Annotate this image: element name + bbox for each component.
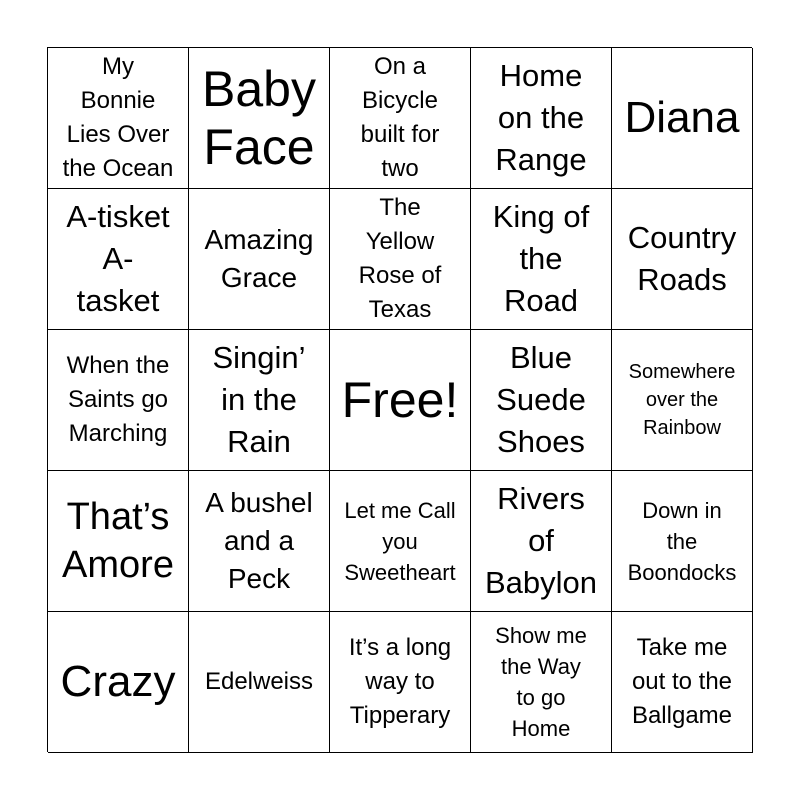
bingo-cell-r3c5[interactable]: [612, 330, 753, 471]
bingo-cell-r3c1[interactable]: [48, 330, 189, 471]
cell-label: Crazy: [60, 657, 176, 706]
cell-label: Amazing Grace: [204, 224, 314, 293]
cell-label: The Yellow Rose of Texas: [358, 194, 442, 323]
cell-label: Country Roads: [627, 220, 737, 297]
bingo-cell-r5c4[interactable]: [471, 612, 612, 753]
cell-label: My Bonnie Lies Over the Ocean: [62, 53, 174, 182]
cell-label: Baby Face: [202, 61, 316, 175]
bingo-cell-r2c1[interactable]: [48, 189, 189, 330]
bingo-cell-r2c2[interactable]: [189, 189, 330, 330]
bingo-cell-r4c3[interactable]: [330, 471, 471, 612]
bingo-cell-r3c2[interactable]: [189, 330, 330, 471]
cell-label: Home on the Range: [495, 58, 587, 177]
bingo-cell-r5c1[interactable]: [48, 612, 189, 753]
bingo-cell-free[interactable]: [330, 330, 471, 471]
cell-label: Diana: [624, 93, 740, 142]
bingo-cell-r1c2[interactable]: [189, 48, 330, 189]
cell-label: Blue Suede Shoes: [496, 340, 586, 459]
cell-label: A-tisket A- tasket: [66, 199, 170, 318]
bingo-cell-r2c5[interactable]: [612, 189, 753, 330]
bingo-cell-r1c1[interactable]: [48, 48, 189, 189]
bingo-cell-r4c4[interactable]: [471, 471, 612, 612]
bingo-cell-r3c4[interactable]: [471, 330, 612, 471]
cell-label: On a Bicycle built for two: [360, 53, 440, 182]
bingo-cell-r2c4[interactable]: [471, 189, 612, 330]
bingo-cell-r4c2[interactable]: [189, 471, 330, 612]
cell-label: When the Saints go Marching: [66, 352, 170, 447]
cell-label: Down in the Boondocks: [627, 497, 737, 585]
cell-label: Take me out to the Ballgame: [631, 634, 733, 729]
bingo-cell-r4c5[interactable]: [612, 471, 753, 612]
cell-label: Edelweiss: [204, 668, 314, 695]
bingo-cell-r1c3[interactable]: [330, 48, 471, 189]
bingo-cell-r4c1[interactable]: [48, 471, 189, 612]
cell-label: Rivers of Babylon: [484, 481, 598, 600]
cell-label: Show me the Way to go Home: [495, 623, 587, 741]
bingo-cell-r5c3[interactable]: [330, 612, 471, 753]
cell-label: Singin’ in the Rain: [212, 340, 306, 459]
cell-label: Somewhere over the Rainbow: [628, 361, 736, 439]
cell-label: It’s a long way to Tipperary: [348, 634, 452, 729]
cell-label: That’s Amore: [62, 496, 174, 586]
bingo-cell-r5c2[interactable]: [189, 612, 330, 753]
cell-label: Let me Call you Sweetheart: [344, 497, 456, 585]
cell-label: A bushel and a Peck: [205, 487, 313, 594]
bingo-cell-r5c5[interactable]: [612, 612, 753, 753]
bingo-cell-r1c5[interactable]: [612, 48, 753, 189]
cell-label: King of the Road: [492, 199, 590, 318]
bingo-board: [47, 47, 752, 752]
bingo-cell-r2c3[interactable]: [330, 189, 471, 330]
free-space-label: Free!: [341, 372, 459, 428]
bingo-cell-r1c4[interactable]: [471, 48, 612, 189]
